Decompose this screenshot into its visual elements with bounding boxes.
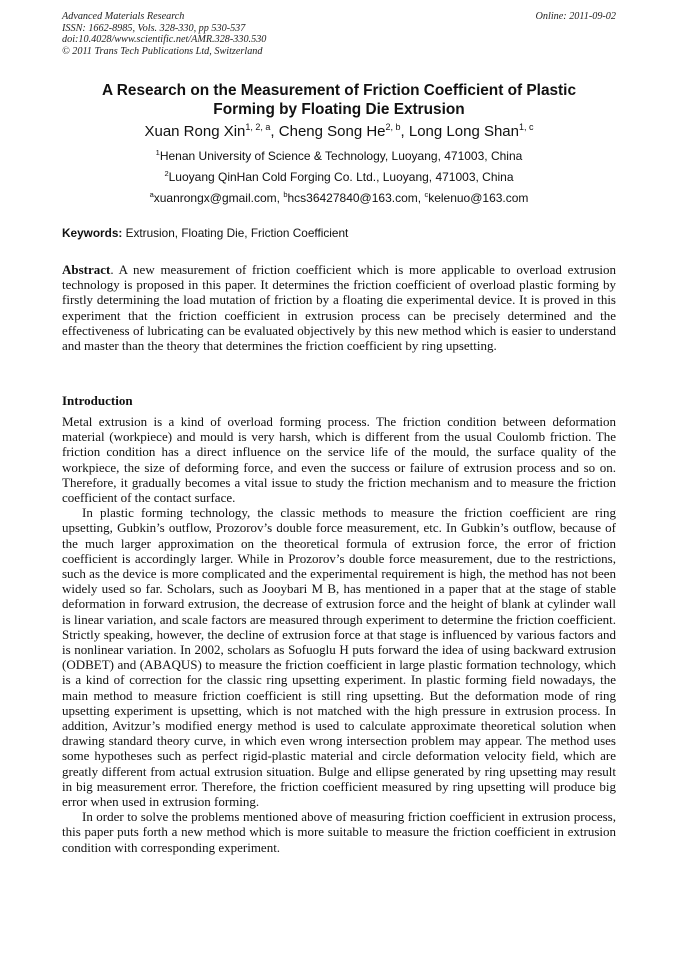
author-separator: , [270,123,279,140]
affiliation-2 [62,170,616,185]
abstract-label: Abstract [62,262,111,277]
title-line-1: A Research on the Measurement of Friction Coefficient of Plastic [101,82,577,99]
section-heading-introduction: Introduction [62,393,133,408]
author-name: Long Long Shan [408,123,519,140]
author-affiliation-mark: 2, b [385,122,401,132]
affiliation-text: Henan University of Science & Technology, Luoyang, 471003, China [159,149,523,163]
copyright-line: © 2011 Trans Tech Publications Ltd, Switzerland [62,45,263,57]
email-mark: c [424,190,429,199]
email-link[interactable]: hcs36427840@163.com, [287,191,425,205]
affiliation-mark: 2 [164,169,169,178]
email-mark: b [283,190,288,199]
email-link[interactable]: kelenuo@163.com [428,191,529,205]
author-separator: , [400,123,409,140]
affiliation-mark: 1 [155,148,160,157]
author-name: Cheng Song He [278,123,386,140]
affiliation-text: Luoyang QinHan Cold Forging Co. Ltd., Luoyang, 471003, China [168,170,514,184]
journal-header [62,11,616,57]
author-name: Xuan Rong Xin [144,123,246,140]
introduction-body [62,414,616,855]
issn-line: ISSN: 1662-8985, Vols. 328-330, pp 530-537 [62,22,246,34]
paragraph: In plastic forming technology, the classic methods to measure the friction coefficient are ring upsetting, Gubkin’s outflow, Prozorov’s double force measurement, etc. In Gubkin’s outflow, because of the much larger approximation on the theoretical formula of extrusion force, the error of friction coefficient is accordingly larger. While in Prozorov’s double force measurement, due to the restrictions, such as the device is more complicated and the experimental requirement is high, the method has not been widely used so far. Scholars, such as Jooybari M B, has mentioned in a paper that at the stage of stable deformation in forward extrusion, the decrease of extrusion force and the height of blank at cylinder wall is linear variation, and scale factors are measured through experiment to determine the friction coefficient. Strictly speaking, however, the decline of extrusion force at that stage is influenced by various factors and is nonlinear variation. In 2002, scholars as Sofuoglu H puts forward the idea of using backward extrusion (ODBET) and (ABAQUS) to measure the friction coefficient in large plastic formation technology, which is a kind of correction for the classic ring upsetting experiment. In plastic forming field nowadays, the main method to measure friction coefficient is still ring upsetting. But the deformation mode of ring upsetting experiment is upsetting, which is not matched with the high pressure in extrusion process. In addition, Avitzur’s modified energy method is used to calculate approximate theoretical solution when drawing standard theory curve, in which even wrong intersection problem may appear. The method uses some hypotheses such as perfect rigid-plastic material and circle deformation velocity field, which are greatly different from actual extrusion situation. Bulge and ellipse generated by ring upsetting may result in big measurement error. Therefore, the friction coefficient measured by ring upsetting will produce big error when used in extrusion forming. [62,505,616,810]
title-line-2: Forming by Floating Die Extrusion [213,101,465,118]
paper-title [62,81,616,119]
keywords-label: Keywords: [62,226,123,240]
online-date: Online: 2011-09-02 [535,11,616,22]
paragraph: Metal extrusion is a kind of overload forming process. The friction condition between deformation material (workpiece) and mould is very harsh, which is different from the usual Coulomb friction. The friction condition has a direct influence on the service life of the mould, the surface quality of the workpiece, the size of deforming force, and even the success or failure of extrusion process and so on. Therefore, it gradually becomes a vital issue to study the friction mechanism and to measure the friction coefficient of the contact surface. [62,414,616,506]
author-affiliation-mark: 1, c [518,122,534,132]
paragraph: In order to solve the problems mentioned above of measuring friction coefficient in extrusion process, this paper puts forth a new method which is more suitable to measure the friction coefficient in extrusion condition with corresponding experiment. [62,809,616,855]
author-emails [62,191,616,206]
keywords-text: Extrusion, Floating Die, Friction Coefficient [122,226,349,240]
email-link[interactable]: xuanrongx@gmail.com, [153,191,284,205]
abstract [62,262,616,353]
author-affiliation-mark: 1, 2, a [245,122,271,132]
abstract-text: . A new measurement of friction coefficient which is more applicable to overload extrusion technology is proposed in this paper. It determines the friction coefficient of overload plastic forming by firstly determining the load mutation of friction by a floating die experimental device. It is proved in this experiment that the friction coefficient in extrusion process can be precisely determined and the effectiveness of lubricating can be evaluated objectively by this new method which is easier to understand and master than the theory that determines the friction coefficient by ring upsetting. [62,262,616,354]
author-list [62,122,616,142]
doi-line: doi:10.4028/www.scientific.net/AMR.328-330.530 [62,34,267,46]
journal-name: Advanced Materials Research [62,11,185,22]
keywords-line [62,226,616,241]
affiliation-1 [62,149,616,164]
email-mark: a [149,190,154,199]
